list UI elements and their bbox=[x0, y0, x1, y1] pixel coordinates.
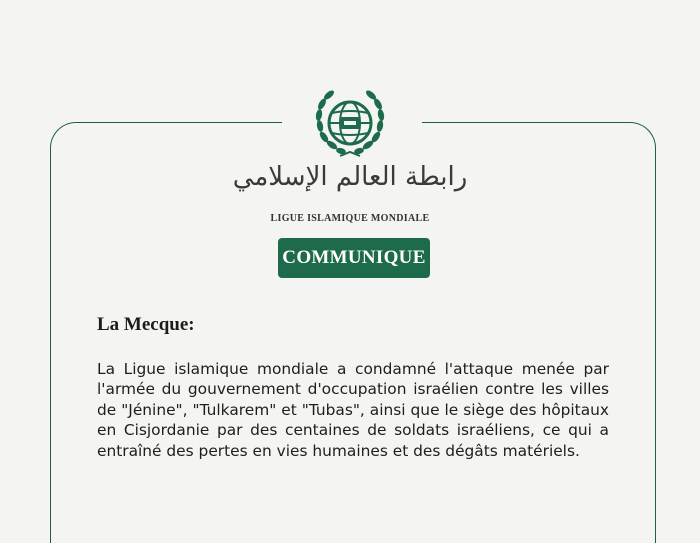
org-name: LIGUE ISLAMIQUE MONDIALE bbox=[270, 213, 430, 224]
communique-badge: COMMUNIQUE bbox=[278, 238, 430, 278]
org-arabic-name: رابطة العالم الإسلامي bbox=[232, 162, 468, 192]
globe-wreath-logo-icon bbox=[310, 86, 390, 162]
article-body: La Ligue islamique mondiale a condamné l'attaque menée par l'armée du gouvernement d'occupation israélien contre les villes de "Jénine", "Tulkarem" et "Tubas", ainsi que le siège des hôpitaux en Cisjordanie par des centaines de soldats israéliens, ce qui a entraîné des pertes en vies humaines et des dégâts matériels. bbox=[97, 360, 609, 460]
dateline: La Mecque: bbox=[97, 314, 195, 335]
